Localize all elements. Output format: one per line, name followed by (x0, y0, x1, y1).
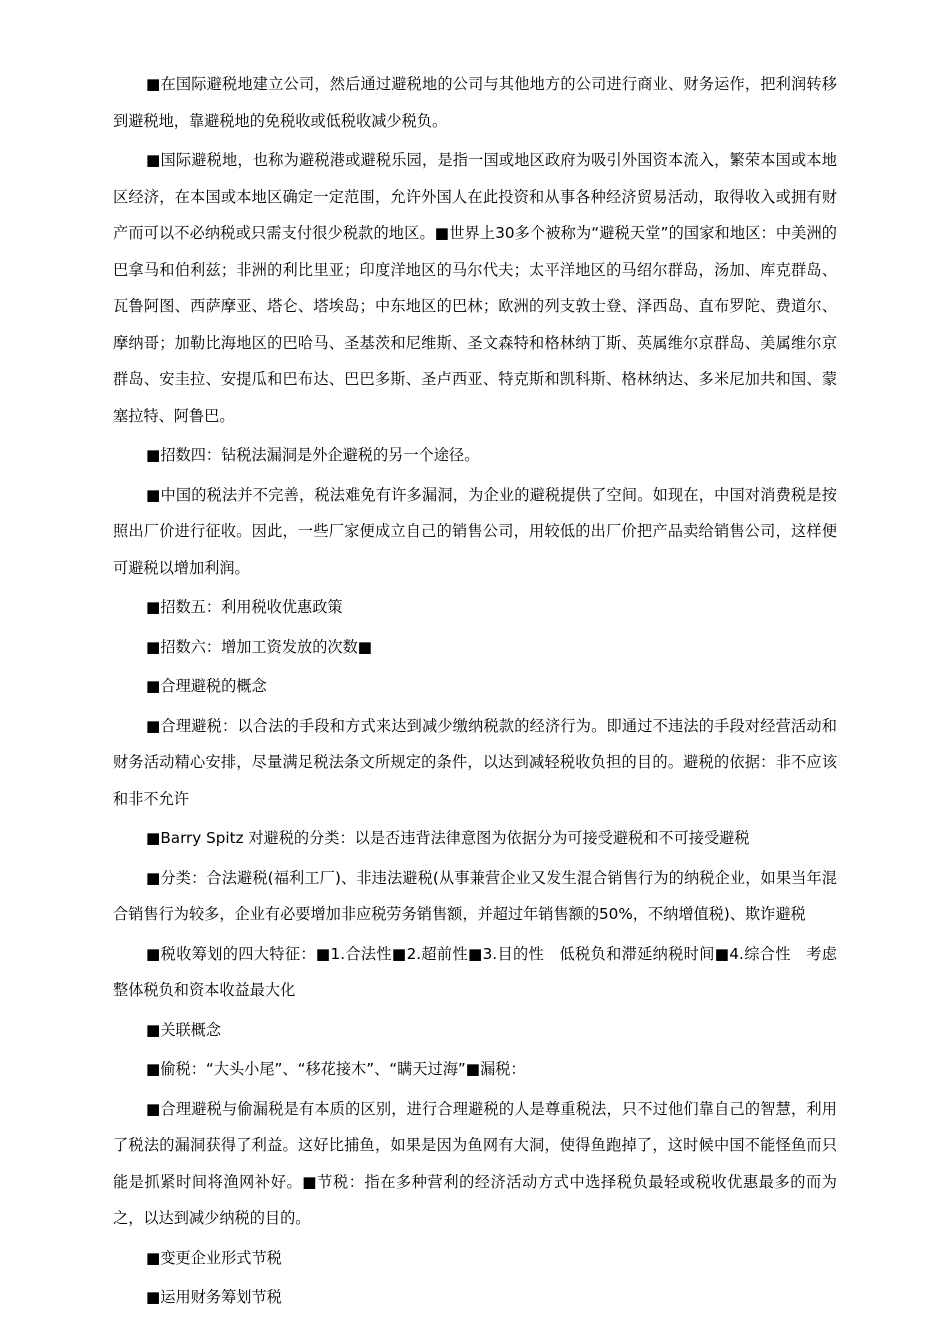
paragraph-concept-heading: ■合理避税的概念 (146, 677, 267, 695)
paragraph-change-enterprise-form: ■变更企业形式节税 (146, 1248, 282, 1267)
paragraph-four-features: ■税收筹划的四大特征：■1.合法性■2.超前性■3.目的性 低税负和滞延纳税时间■4.综合性 考虑整体税负和资本收益最大化 (113, 944, 837, 999)
paragraph-avoidance-vs-evasion: ■合理避税与偷漏税是有本质的区别，进行合理避税的人是尊重税法，只不过他们靠自己的智慧，利用了税法的漏洞获得了利益。这好比捕鱼，如果是因为鱼网有大洞，使得鱼跑掉了，这时候中国不能怪鱼而只能是抓紧时间将渔网补好。■节税：指在多种营利的经济活动方式中选择税负最轻或税收优惠最多的而为之，以达到减少纳税的目的。 (113, 1099, 837, 1227)
paragraph-tax-evasion: ■偷税：“大头小尾”、“移花接木”、“瞒天过海”■漏税： (146, 1060, 526, 1078)
paragraph-china-tax-law: ■中国的税法并不完善，税法难免有许多漏洞，为企业的避税提供了空间。如现在，中国对消费税是按照出厂价进行征收。因此，一些厂家便成立自己的销售公司，用较低的出厂价把产品卖给销售公司，这样便可避税以增加利润。 (113, 485, 837, 577)
paragraph-barry-spitz: ■Barry Spitz 对避税的分类：以是否违背法律意图为依据分为可接受避税和不可接受避税 (146, 829, 750, 847)
paragraph-reasonable-avoidance: ■合理避税：以合法的手段和方式来达到减少缴纳税款的经济行为。即通过不违法的手段对经营活动和财务活动精心安排，尽量满足税法条文所规定的条件，以达到减轻税收负担的目的。避税的依据：非不应该和非不允许 (113, 716, 837, 808)
paragraph-financial-planning: ■运用财务筹划节税 (146, 1288, 282, 1306)
paragraph-tactic-five: ■招数五：利用税收优惠政策 (146, 598, 343, 616)
paragraph-offshore-company: ■在国际避税地建立公司，然后通过避税地的公司与其他地方的公司进行商业、财务运作，把利润转移到避税地，靠避税地的免税收或低税收减少税负。 (113, 75, 837, 130)
paragraph-tactic-six: ■招数六：增加工资发放的次数■ (146, 637, 373, 656)
paragraph-classification: ■分类：合法避税(福利工厂)、非违法避税(从事兼营企业又发生混合销售行为的纳税企业，如果当年混合销售行为较多，企业有必要增加非应税劳务销售额，并超过年销售额的50%，不纳增值税)、欺诈避税 (113, 868, 837, 923)
paragraph-tax-haven-definition: ■国际避税地，也称为避税港或避税乐园，是指一国或地区政府为吸引外国资本流入，繁荣本国或本地区经济，在本国或本地区确定一定范围，允许外国人在此投资和从事各种经济贸易活动，取得收入或拥有财产而可以不必纳税或只需支付很少税款的地区。■世界上30多个被称为“避税天堂”的国家和地区：中美洲的巴拿马和伯利兹；非洲的利比里亚；印度洋地区的马尔代夫；太平洋地区的马绍尔群岛，汤加、库克群岛、瓦鲁阿图、西萨摩亚、塔仑、塔埃岛；中东地区的巴林；欧洲的列支敦士登、泽西岛、直布罗陀、费道尔、摩纳哥；加勒比海地区的巴哈马、圣基茨和尼维斯、圣文森特和格林纳丁斯、英属维尔京群岛、美属维尔京群岛、安圭拉、安提瓜和巴布达、巴巴多斯、圣卢西亚、特克斯和凯科斯、格林纳达、多米尼加共和国、蒙塞拉特、阿鲁巴。 (113, 151, 837, 425)
paragraph-tactic-four: ■招数四：钻税法漏洞是外企避税的另一个途径。 (146, 446, 480, 464)
paragraph-related-concepts: ■关联概念 (146, 1020, 222, 1039)
